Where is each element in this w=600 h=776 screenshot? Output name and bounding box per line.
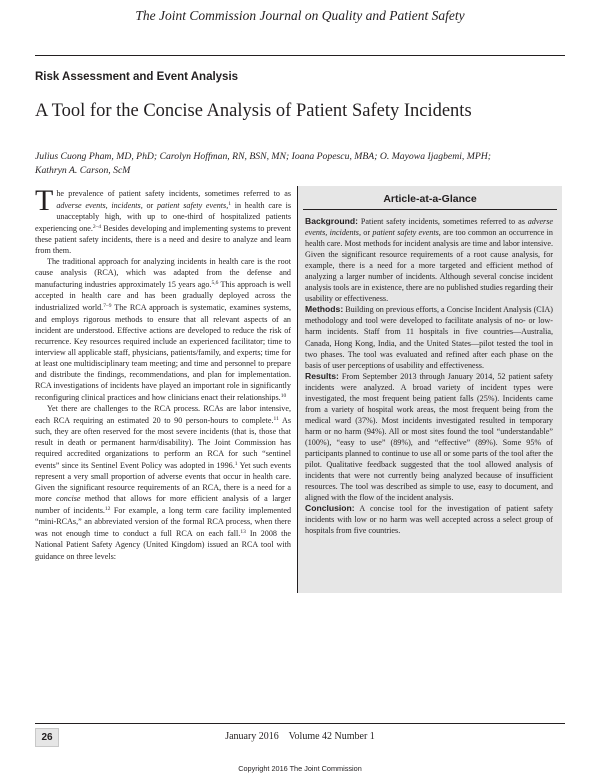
drop-cap: T xyxy=(35,184,54,217)
glance-methods: Methods: Building on previous efforts, a Concise Incident Analysis (CIA) methodology and tool were developed to facilitate analysis of no- or low-harm incidents. Staff from 11 hospitals in five countries—Australia, Canada, Hong Kong, India, and the United States—pilot tested the tool in two phases. The tool was evaluated and refined after each phase on the basis of user perceptions of usability and effectiveness. xyxy=(305,304,553,370)
body-column xyxy=(35,184,292,562)
article-at-a-glance-box xyxy=(297,186,562,593)
paragraph-3: Yet there are challenges to the RCA process. RCAs are labor intensive, each RCA requiring an estimated 20 to 90 person-hours to complete.$^{11}$ As such, they are often reserved for the most severe incidents (that is, those that result in death or permanent harm/disability). The Joint Commission has required accredited organizations to perform an RCA for such “sentinel events” since its Sentinel Event Policy was adopted in 1996.$^1$ Yet such events represent a very small proportion of adverse events that occur in health care. Given the significant resource requirements of an RCA, there is a need for a more concise method that allows for more efficient analysis of a larger number of incidents.$^{12}$ For example, a long term care facility implemented “mini-RCAs,” an abbreviated version of the formal RCA process, when there was not enough time to conduct a full RCA on each fall.$^{13}$ In 2008 the National Patient Safety Agency (United Kingdom) issued an RCA tool with guidance on three levels: xyxy=(35,403,292,561)
author-list xyxy=(35,150,560,178)
glance-conclusion: Conclusion: A concise tool for the investigation of patient safety incidents with low or no harm was well accepted across a select group of hospitals from five countries. xyxy=(305,503,553,536)
glance-body xyxy=(305,216,553,536)
issue-info: January 2016 Volume 42 Number 1 xyxy=(225,731,375,742)
copyright: Copyright 2016 The Joint Commission xyxy=(238,764,362,773)
glance-rule xyxy=(303,209,557,210)
paragraph-2: The traditional approach for analyzing incidents in health care is the root cause analysis (RCA), which was adapted from the defense and manufacturing industries approximately 15 years ago.$^{5,6}$ This approach is well accepted in health care and has been gradually deployed across the industrialized world.$^{7-9}$ The RCA approach is systematic, examines systems, and employs rigorous methods to ensure that all relevant aspects of an incident are understood. Effective actions are developed to reduce the risk of recurrence. Key resources required include an experienced facilitator; time to interview all applicable staff, physicians, patients/family, and experts; time for at least one multidisciplinary team meeting; and time and personnel to prepare and distribute the findings, recommendations, and plan for implementation. RCA investigations of incidents have played an important role in significantly reconfiguring clinical practices and how clinicians enact their relationships.$^{10}$ xyxy=(35,257,291,402)
authors-line-2: Kathryn A. Carson, ScM xyxy=(35,165,131,176)
footer-rule xyxy=(35,723,565,724)
section-heading: Risk Assessment and Event Analysis xyxy=(35,71,239,83)
glance-background: Background: Patient safety incidents, sometimes referred to as adverse events, incidents, or patient safety events, are too common an occurrence in health care. Most methods for incident analysis are time and labor intensive. Given the significant resource requirements of a root cause analysis, for example, there is a need for a more targeted and efficient method of analyzing a larger number of incidents. Although several concise incident analysis tools are in existence, there are no published studies regarding their usability or effectiveness. xyxy=(305,216,553,304)
header-rule xyxy=(35,55,565,56)
article-title: A Tool for the Concise Analysis of Patient Safety Incidents xyxy=(35,101,472,121)
paragraph-1: The prevalence of patient safety incidents, sometimes referred to as adverse events, incidents, or patient safety events,$^1$ in health care is unacceptably high, with up to one-third of hospitalized patients experiencing one.$^{2-4}$ Besides developing and implementing systems to prevent these patient safety incidents, there is a need and desire to analyze and learn from them. xyxy=(35,184,291,256)
glance-results: Results: From September 2013 through January 2014, 52 patient safety incidents were analyzed. A broad variety of incident types were investigated, the most frequent being patient falls (25%). Incidents came from a variety of hospital work areas, the most frequent being from the medical ward (37%). Most incidents investigated resulted in temporary harm or no harm (94%). All or most sites found the tool “understandable” (100%), “easy to use” (89%), and “effective” (89%). Some 95% of participants planned to continue to use all or some parts of the tool after the pilot. Qualitative feedback suggested that the tool allowed analysis of incidents that were not currently being analyzed because of insufficient resources. The tool was described as simple to use, easy to document, and aligned with the flow of the incident analysis. xyxy=(305,370,553,503)
page-number: 26 xyxy=(35,728,59,747)
journal-title: The Joint Commission Journal on Quality and Patient Safety xyxy=(135,8,465,23)
authors-line-1: Julius Cuong Pham, MD, PhD; Carolyn Hoffman, RN, BSN, MN; Ioana Popescu, MBA; O. Mayowa Ijagbemi, MPH; xyxy=(35,151,491,162)
glance-heading: Article-at-a-Glance xyxy=(383,193,477,205)
